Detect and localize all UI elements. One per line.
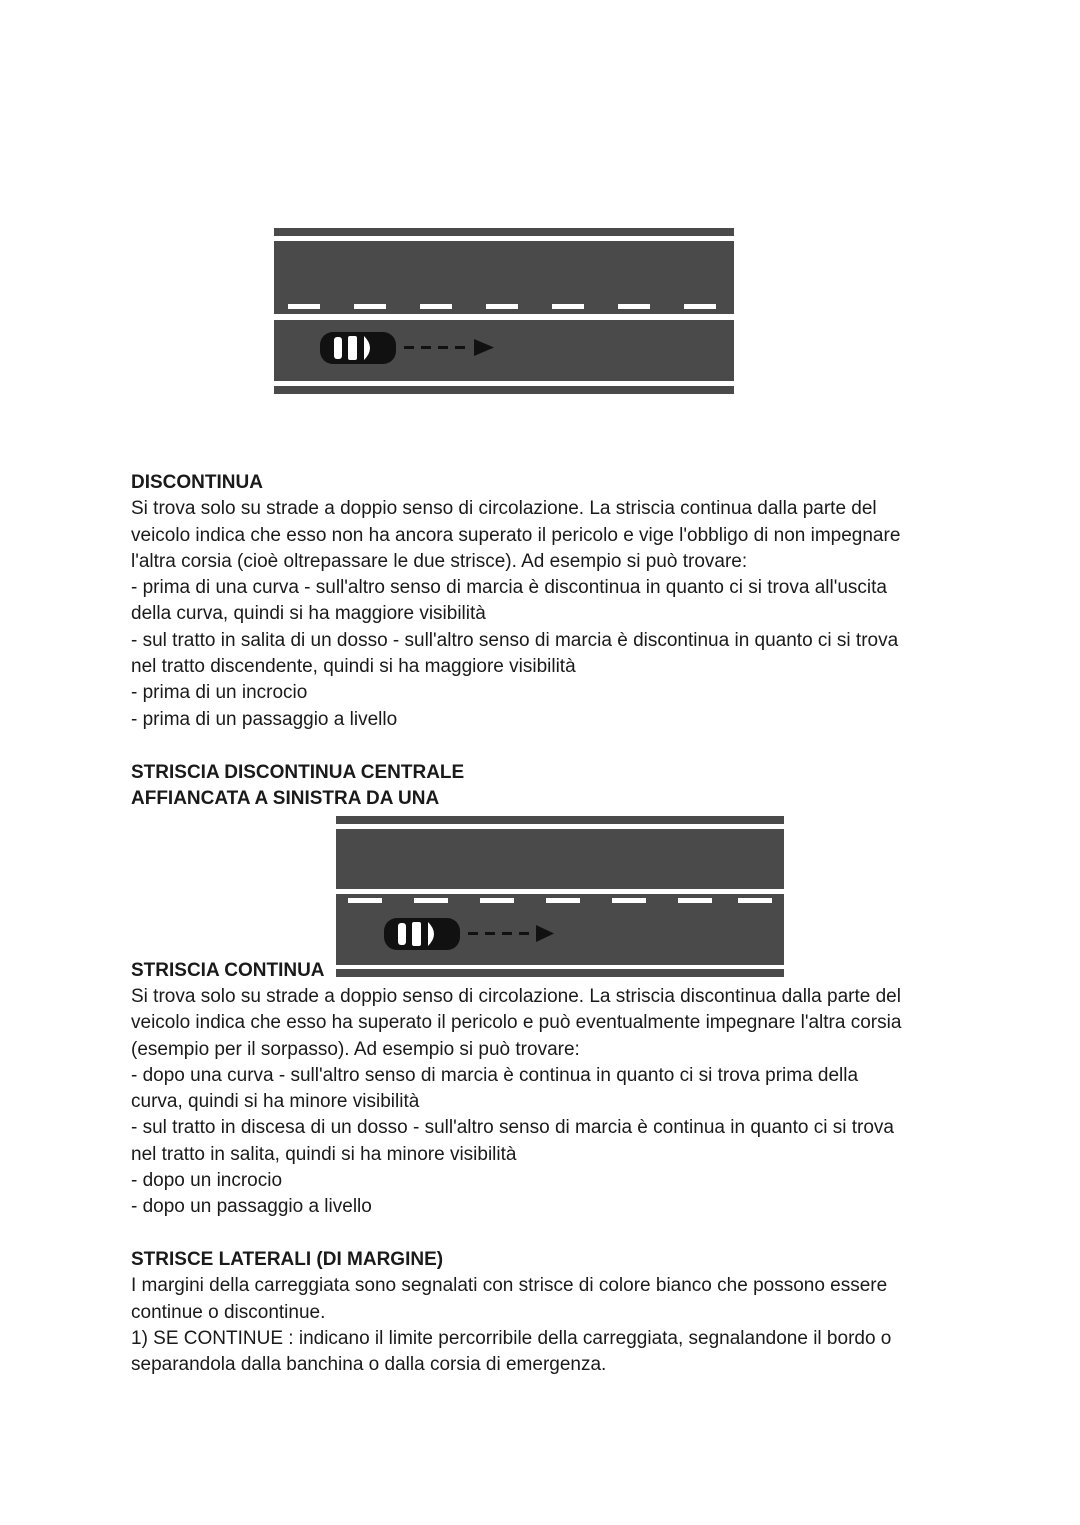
text-line: - prima di un passaggio a livello [131,708,398,730]
section-heading: STRISCIA CONTINUA [131,960,325,981]
section-heading: DISCONTINUA [131,472,263,493]
section-heading: STRISCE LATERALI (DI MARGINE) [131,1249,444,1270]
text-line: curva, quindi si ha minore visibilità [131,1091,420,1113]
text-line: Si trova solo su strade a doppio senso di circolazione. La striscia discontinua dalla parte del [131,986,901,1007]
text-line: della curva, quindi si ha maggiore visibilità [131,603,486,625]
road-edge-bottom [336,969,784,977]
road-edge-top [336,816,784,824]
continuous-line [274,314,734,320]
text-line: - dopo un incrocio [131,1170,283,1192]
car-icon [384,918,460,950]
text-line: - dopo un passaggio a livello [131,1196,372,1218]
section-continua-heading [131,760,961,813]
road-edge-bottom [274,386,734,394]
road-dashed-center-line-diagram [334,814,786,979]
text-line: nel tratto in salita, quindi si ha minore visibilità [131,1143,517,1165]
section-strisce-laterali [131,1247,961,1378]
text-line: - dopo una curva - sull'altro senso di marcia è continua in quanto ci si trova prima della [131,1064,859,1086]
text-line: - sul tratto in discesa di un dosso - sull'altro senso di marcia è continua in quanto ci si trova [131,1117,894,1139]
continuous-line [336,889,784,894]
car-icon [320,332,396,364]
section-discontinua [131,470,961,733]
text-line: veicolo indica che esso ha superato il pericolo e può eventualmente impegnare l'altra corsia [131,1012,902,1034]
text-line: (esempio per il sorpasso). Ad esempio si può trovare: [131,1038,580,1060]
text-line: veicolo indica che esso non ha ancora superato il pericolo e vige l'obbligo di non impegnare [131,524,901,546]
text-line: nel tratto discendente, quindi si ha maggiore visibilità [131,656,576,678]
text-line: Si trova solo su strade a doppio senso di circolazione. La striscia continua dalla parte del [131,498,877,520]
text-line: continue o discontinue. [131,1301,326,1323]
section-continua [131,984,961,1221]
text-line: separandola dalla banchina o dalla corsia di emergenza. [131,1354,607,1376]
text-line: - sul tratto in salita di un dosso - sull'altro senso di marcia è discontinua in quanto ci si trova [131,629,899,651]
text-line: 1) SE CONTINUE : indicano il limite percorribile della carreggiata, segnalandone il bordo o [131,1327,892,1349]
text-line: I margini della carreggiata sono segnalati con strisce di colore bianco che possono essere [131,1275,888,1297]
text-line: - prima di un incrocio [131,682,308,704]
text-line: l'altra corsia (cioè oltrepassare le due strisce). Ad esempio si può trovare: [131,550,748,572]
road-continuous-center-line-diagram [270,226,736,396]
section-heading: AFFIANCATA A SINISTRA DA UNA [131,788,440,810]
text-line: - prima di una curva - sull'altro senso di marcia è discontinua in quanto ci si trova all'uscita [131,577,887,599]
road-edge-top [274,228,734,236]
section-heading: STRISCIA DISCONTINUA CENTRALE [131,762,465,783]
